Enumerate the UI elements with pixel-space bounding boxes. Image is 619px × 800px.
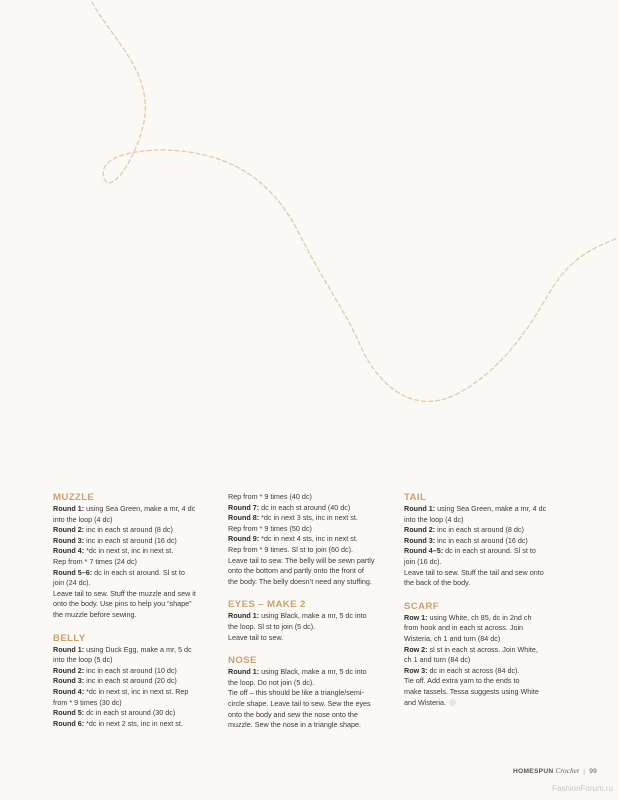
- step-text: *dc in next 2 sts, inc in next st.: [84, 718, 183, 728]
- step-text: into the loop (5 dc): [53, 655, 113, 665]
- instruction-line: [404, 623, 574, 634]
- step-text: dc in each st around. Sl st to: [443, 546, 536, 556]
- step-text: inc in each st around (8 dc): [84, 525, 173, 535]
- column-middle: [228, 492, 396, 731]
- footer-separator: |: [583, 768, 586, 775]
- instruction-line: [53, 719, 221, 730]
- step-label: Round 9:: [228, 534, 260, 544]
- step-label: Round 5–6:: [53, 567, 93, 577]
- step-text: Leave tail to sew. Stuff the muzzle and sew it: [53, 588, 196, 598]
- section-heading-eyes: EYES – MAKE 2: [228, 599, 306, 611]
- step-text: the back of the body.: [404, 578, 471, 588]
- instruction-line: [228, 513, 396, 524]
- step-text: onto the body and sew the nose onto the: [228, 709, 358, 719]
- magazine-subtitle: Crochet: [555, 767, 580, 775]
- step-text: circle shape. Leave tail to sew. Sew the eyes: [228, 698, 371, 708]
- instruction-line: [228, 545, 396, 556]
- step-text: inc in each st around (10 dc): [84, 665, 177, 675]
- step-text: sl st in each st across. Join White,: [427, 644, 538, 654]
- instruction-line: [404, 578, 574, 589]
- page-number: 99: [589, 768, 597, 775]
- step-text: dc in each st across (84 dc).: [427, 665, 520, 675]
- step-text: the loop. Do not join (5 dc).: [228, 677, 315, 687]
- step-text: onto the bottom and partly onto the front of: [228, 566, 364, 576]
- instruction-line: [53, 708, 221, 719]
- step-text: Rep from * 7 times (24 dc): [53, 556, 137, 566]
- belly-lines: [53, 645, 221, 730]
- nose-lines: [228, 667, 396, 731]
- step-text: muzzle. Sew the nose in a triangle shape.: [228, 720, 362, 730]
- instruction-line: [53, 610, 221, 621]
- step-label: Round 4:: [53, 686, 85, 696]
- instruction-line: [404, 687, 574, 698]
- step-text: ch 1 and turn (84 dc): [404, 655, 471, 665]
- instruction-line: [228, 566, 396, 577]
- instruction-line: [53, 536, 221, 547]
- instruction-line: [404, 557, 574, 568]
- step-label: Round 3:: [53, 676, 85, 686]
- step-text: *dc in next st, inc in next st.: [84, 546, 174, 556]
- step-text: join (16 dc).: [404, 556, 442, 566]
- instruction-line: [228, 524, 396, 535]
- instruction-line: [404, 546, 574, 557]
- step-text: inc in each st around (20 dc): [84, 676, 177, 686]
- instruction-line: [53, 557, 221, 568]
- instruction-line: [228, 633, 396, 644]
- instruction-line: [404, 698, 574, 709]
- step-label: Round 2:: [53, 665, 85, 675]
- step-text: Rep from * 9 times (50 dc): [228, 523, 312, 533]
- instruction-line: [228, 699, 396, 710]
- instruction-line: [53, 515, 221, 526]
- instruction-line: [404, 634, 574, 645]
- step-label: Round 4–5:: [404, 546, 444, 556]
- step-text: Rep from * 9 times. Sl st to join (60 dc).: [228, 544, 354, 554]
- instruction-line: [53, 578, 221, 589]
- instruction-line: [53, 546, 221, 557]
- instruction-line: [404, 676, 574, 687]
- step-text: using Duck Egg, make a mr, 5 dc: [84, 644, 192, 654]
- step-label: Row 3:: [404, 665, 428, 675]
- step-text: onto the body. Use pins to help you “shape”: [53, 599, 192, 609]
- section-heading-nose: NOSE: [228, 655, 257, 667]
- step-text: join (24 dc).: [53, 578, 91, 588]
- step-label: Round 7:: [228, 502, 260, 512]
- instruction-line: [228, 678, 396, 689]
- instruction-line: [228, 622, 396, 633]
- instruction-line: [53, 655, 221, 666]
- step-text: Leave tail to sew. The belly will be sewn partly: [228, 555, 375, 565]
- instruction-line: [53, 676, 221, 687]
- step-text: Tie off – this should be like a triangle/semi-: [228, 688, 364, 698]
- instruction-line: [53, 589, 221, 600]
- step-text: into the loop (4 dc): [53, 514, 113, 524]
- step-text: from * 9 times (30 dc): [53, 697, 122, 707]
- step-label: Round 4:: [53, 546, 85, 556]
- instruction-line: [404, 666, 574, 677]
- step-text: and Wisteria.: [404, 697, 446, 707]
- instruction-line: [404, 568, 574, 579]
- step-label: Round 2:: [53, 525, 85, 535]
- step-text: the body. The belly doesn’t need any stuffing.: [228, 576, 372, 586]
- step-text: *dc in next 3 sts, inc in next st.: [259, 513, 358, 523]
- step-text: using Black, make a mr, 5 dc into: [259, 611, 367, 621]
- page-footer: [513, 767, 597, 775]
- step-text: using Black, make a mr, 5 dc into: [259, 667, 367, 677]
- instruction-line: [228, 577, 396, 588]
- step-text: Leave tail to sew. Stuff the tail and sew onto: [404, 567, 544, 577]
- step-label: Round 1:: [53, 504, 85, 513]
- step-text: make tassels. Tessa suggests using White: [404, 686, 539, 696]
- instruction-line: [228, 667, 396, 678]
- instruction-line: [53, 504, 221, 515]
- tail-lines: [404, 504, 574, 589]
- instruction-line: [53, 687, 221, 698]
- step-text: inc in each st around (16 dc): [435, 535, 528, 545]
- instruction-line: [53, 645, 221, 656]
- column-right: [404, 490, 574, 708]
- step-text: Rep from * 9 times (40 dc): [228, 492, 312, 501]
- instruction-line: [53, 599, 221, 610]
- instruction-line: [228, 710, 396, 721]
- belly-continued-lines: [228, 492, 396, 587]
- step-text: *dc in next st, inc in next st. Rep: [84, 686, 189, 696]
- step-label: Row 2:: [404, 644, 428, 654]
- section-heading-belly: BELLY: [53, 632, 86, 644]
- step-text: the loop. Sl st to join (5 dc).: [228, 621, 316, 631]
- section-heading-muzzle: MUZZLE: [53, 492, 95, 503]
- instruction-line: [53, 698, 221, 709]
- step-text: from hook and in each st across. Join: [404, 623, 524, 633]
- instruction-line: [404, 645, 574, 656]
- step-text: dc in each st around. Sl st to: [92, 567, 185, 577]
- step-label: Round 5:: [53, 708, 85, 718]
- instruction-line: [404, 525, 574, 536]
- step-label: Round 1:: [228, 611, 260, 621]
- instruction-line: [53, 568, 221, 579]
- column-left: [53, 490, 221, 729]
- step-text: dc in each st around (30 dc): [84, 708, 176, 718]
- eyes-lines: [228, 611, 396, 643]
- step-text: using Sea Green, make a mr, 4 dc: [435, 504, 547, 513]
- muzzle-lines: [53, 504, 221, 621]
- step-text: using Sea Green, make a mr, 4 dc: [84, 504, 196, 513]
- step-label: Round 8:: [228, 513, 260, 523]
- step-label: Round 3:: [53, 535, 85, 545]
- instruction-line: [53, 525, 221, 536]
- step-label: Round 3:: [404, 535, 436, 545]
- step-label: Round 1:: [228, 667, 260, 677]
- step-text: Wisteria, ch 1 and turn (84 dc): [404, 633, 501, 643]
- watermark: FashionForum.ru: [552, 784, 613, 793]
- step-text: inc in each st around (16 dc): [84, 535, 177, 545]
- step-text: into the loop (4 dc): [404, 514, 464, 524]
- step-text: using White, ch 85, dc in 2nd ch: [427, 612, 532, 622]
- instruction-line: [404, 655, 574, 666]
- instruction-line: [404, 504, 574, 515]
- step-text: Tie off. Add extra yarn to the ends to: [404, 676, 520, 686]
- step-label: Round 2:: [404, 525, 436, 535]
- step-label: Round 6:: [53, 718, 85, 728]
- step-label: Row 1:: [404, 612, 428, 622]
- end-of-pattern-dot-icon: [449, 699, 456, 706]
- instruction-line: [228, 556, 396, 567]
- magazine-brand: HOMESPUN: [512, 768, 554, 775]
- instruction-line: [228, 688, 396, 699]
- instruction-line: [228, 492, 396, 503]
- step-text: inc in each st around (8 dc): [435, 525, 524, 535]
- instruction-line: [228, 534, 396, 545]
- section-heading-tail: TAIL: [404, 492, 427, 503]
- step-text: dc in each st around (40 dc): [259, 502, 351, 512]
- instruction-line: [228, 611, 396, 622]
- instruction-line: [228, 720, 396, 731]
- instruction-line: [404, 536, 574, 547]
- scarf-lines: [404, 613, 574, 708]
- step-label: Round 1:: [404, 504, 436, 513]
- section-heading-scarf: SCARF: [404, 600, 440, 612]
- instruction-line: [404, 515, 574, 526]
- instruction-line: [53, 666, 221, 677]
- step-text: Leave tail to sew.: [228, 632, 284, 642]
- instruction-line: [228, 503, 396, 514]
- step-text: *dc in next 4 sts, inc in next st.: [259, 534, 358, 544]
- step-label: Round 1:: [53, 644, 85, 654]
- instruction-line: [404, 613, 574, 624]
- step-text: the muzzle before sewing.: [53, 609, 137, 619]
